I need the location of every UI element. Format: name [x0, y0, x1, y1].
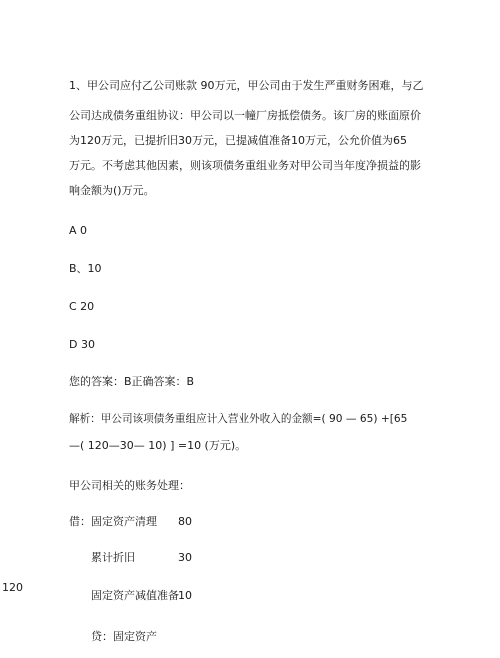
entries-heading: 甲公司相关的账务处理：: [69, 479, 190, 492]
question-line-2: 公司达成债务重组协议：甲公司以一幢厂房抵偿债务。该厂房的账面原价: [69, 109, 421, 122]
acc-dep-label: 累计折旧: [91, 551, 135, 564]
option-d: D 30: [69, 338, 95, 351]
option-a: A 0: [69, 224, 88, 237]
option-b: B、10: [69, 262, 102, 275]
analysis-line-2: —( 120—30— 10) ] =10 (万元)。: [69, 439, 247, 452]
question-line-4: 万元。不考虑其他因素，则该项债务重组业务对甲公司当年度净损益的影: [69, 159, 421, 172]
credit-amount: 120: [2, 581, 23, 594]
analysis-line-1: 解析：甲公司该项债务重组应计入营业外收入的金额=( 90 — 65) +[65: [69, 413, 408, 425]
answer-line: 您的答案：B正确答案：B: [69, 375, 195, 388]
question-line-3: 为120万元，已提折旧30万元，已提减值准备10万元，公允价值为65: [69, 134, 407, 147]
question-line-5: 响金额为()万元。: [69, 184, 155, 197]
impairment-label: 固定资产减值准备: [91, 589, 179, 602]
impairment-amount: 10: [178, 589, 192, 602]
debit-amount: 80: [178, 515, 192, 528]
acc-dep-amount: 30: [178, 551, 192, 564]
debit-label: 借：固定资产清理: [69, 515, 157, 528]
option-c: C 20: [69, 300, 95, 313]
credit-label: 贷：固定资产: [91, 630, 157, 643]
question-line-1: 1、甲公司应付乙公司账款 90万元，甲公司由于发生严重财务困难，与乙: [69, 79, 424, 92]
